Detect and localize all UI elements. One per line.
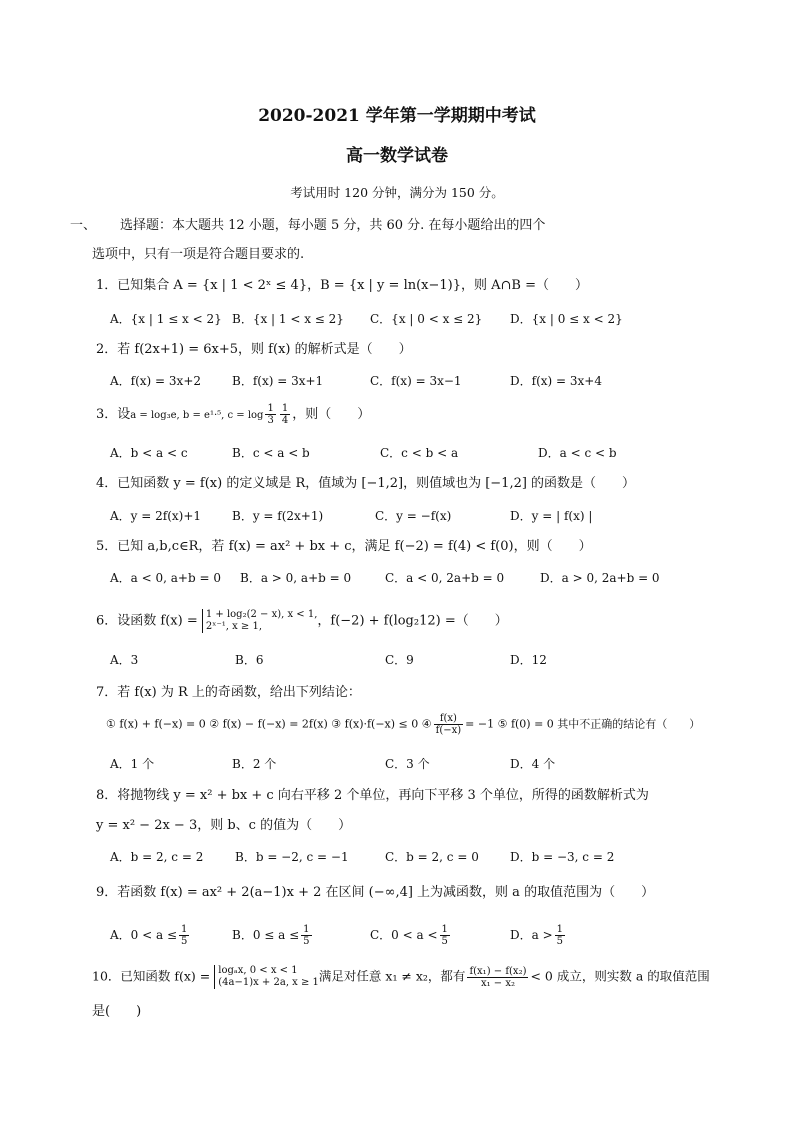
q1-option-b: B．{x | 1 < x ≤ 2}: [232, 312, 344, 326]
q3-option-a: A．b < a < c: [110, 446, 188, 460]
q4-option-c: C．y = −f(x): [375, 509, 452, 523]
q9-stem: 9．若函数 f(x) = ax² + 2(a−1)x + 2 在区间 (−∞,4] 上为减函数，则 a 的取值范围为（ ）: [96, 885, 655, 900]
q6-piecewise: 1 + log₂(2 − x), x < 1, 2ˣ⁻¹, x ≥ 1,: [202, 609, 318, 633]
q5-option-d: D．a > 0, 2a+b = 0: [540, 571, 660, 585]
q8-option-b: B．b = −2, c = −1: [235, 850, 349, 864]
q10-piecewise: logₐx, 0 < x < 1 (4a−1)x + 2a, x ≥ 1: [214, 965, 319, 989]
q3-option-d: D．a < c < b: [538, 446, 617, 460]
q3-suffix: ，则（ ）: [292, 407, 371, 422]
section-number: 一、: [70, 218, 97, 233]
q3-prefix: 3．设: [96, 407, 131, 422]
q2-option-d: D．f(x) = 3x+4: [510, 374, 602, 388]
q2-option-a: A．f(x) = 3x+2: [110, 374, 202, 388]
q4-stem: 4．已知函数 y = f(x) 的定义域是 R，值域为 [−1,2]，则值域也为 [−1,2] 的函数是（ ）: [96, 476, 636, 491]
q6-prefix: 6．设函数 f(x) =: [96, 613, 198, 629]
q9-option-a: A．0 < a ≤ $\frac{1}{5}$: [110, 924, 188, 947]
section-line-2: 选项中，只有一项是符合题目要求的.: [92, 247, 305, 262]
q6-option-a: A．3: [110, 653, 139, 667]
q7-option-d: D．4 个: [510, 757, 556, 771]
q7-option-b: B．2 个: [232, 757, 277, 771]
q8-option-d: D．b = −3, c = 2: [510, 850, 615, 864]
q9-option-b: B．0 ≤ a ≤ $\frac{1}{5}$: [232, 924, 310, 947]
q7-conclusions: ① f(x) + f(−x) = 0 ② f(x) − f(−x) = 2f(x) ③ f(x)·f(−x) ≤ 0 ④ $\frac{f(x)}{f(-x)}$ = −1 ⑤ f(0) = 0 其中不正确的结论有（ ）: [106, 713, 701, 736]
q7-option-c: C．3 个: [385, 757, 430, 771]
q8-option-a: A．b = 2, c = 2: [110, 850, 204, 864]
q2-option-c: C．f(x) = 3x−1: [370, 374, 462, 388]
q9-option-d: D．a > $\frac{1}{5}$: [510, 924, 564, 947]
q7-stem: 7．若 f(x) 为 R 上的奇函数，给出下列结论：: [96, 685, 361, 700]
q3-option-b: B．c < a < b: [232, 446, 310, 460]
q3-stem: [96, 403, 370, 426]
q10-line-2: 是( ): [92, 1004, 142, 1019]
q3-log-base: $\frac{1}{3}$: [267, 403, 274, 426]
q8-line-2: y = x² − 2x − 3，则 b、c 的值为（ ）: [96, 818, 352, 833]
q6-option-c: C．9: [385, 653, 414, 667]
q8-stem: 8．将抛物线 y = x² + bx + c 向右平移 2 个单位，再向下平移 3 个单位，所得的函数解析式为: [96, 788, 649, 803]
q7-fraction: $\frac{f(x)}{f(-x)}$: [435, 713, 462, 736]
q6-suffix: ，f(−2) + f(log₂12) =（ ）: [317, 613, 508, 629]
q1-option-a: A．{x | 1 ≤ x < 2}: [110, 312, 222, 326]
q10-fraction: $\frac{\text{f(x₁) − f(x₂)}}{\text{x₁ − x₂}}$: [469, 965, 527, 989]
q9-option-c: C．0 < a < $\frac{1}{5}$: [370, 924, 448, 947]
q5-option-a: A．a < 0, a+b = 0: [110, 571, 221, 585]
q1-option-d: D．{x | 0 ≤ x < 2}: [510, 312, 623, 326]
q4-option-b: B．y = f(2x+1): [232, 509, 324, 523]
q3-log-arg: $\frac{1}{4}$: [281, 403, 289, 426]
q2-option-b: B．f(x) = 3x+1: [232, 374, 324, 388]
q2-stem: 2．若 f(2x+1) = 6x+5，则 f(x) 的解析式是（ ）: [96, 342, 412, 357]
q3-math: a = log₃e, b = e¹·⁵, c = log: [130, 410, 264, 421]
exam-title: 2020-2021 学年第一学期期中考试: [258, 106, 536, 126]
q6-stem: [96, 609, 508, 633]
exam-note: 考试用时 120 分钟，满分为 150 分。: [290, 185, 504, 200]
q4-option-d: D．y = | f(x) |: [510, 509, 593, 523]
section-line-1: 选择题：本大题共 12 小题，每小题 5 分，共 60 分. 在每小题给出的四个: [120, 218, 546, 233]
q4-option-a: A．y = 2f(x)+1: [110, 509, 202, 523]
q8-option-c: C．b = 2, c = 0: [385, 850, 479, 864]
exam-subtitle: 高一数学试卷: [346, 146, 448, 166]
q10-stem: 10．已知函数 f(x) = logₐx, 0 < x < 1 (4a−1)x + 2a, x ≥ 1 满足对任意 x₁ ≠ x₂，都有 $\frac{\text{f(x₁) − f(x₂)}}{\text{x₁ − x₂}}$ < 0 成立，则实数 a 的取值范围: [92, 965, 710, 989]
q7-option-a: A．1 个: [110, 757, 155, 771]
q5-option-c: C．a < 0, 2a+b = 0: [385, 571, 505, 585]
q6-option-d: D．12: [510, 653, 547, 667]
q1-option-c: C．{x | 0 < x ≤ 2}: [370, 312, 483, 326]
q3-option-c: C．c < b < a: [380, 446, 459, 460]
q1-stem: 1．已知集合 A = {x | 1 < 2ˣ ≤ 4}，B = {x | y = ln(x−1)}，则 A∩B =（ ）: [96, 278, 588, 293]
q5-option-b: B．a > 0, a+b = 0: [240, 571, 352, 585]
q6-option-b: B．6: [235, 653, 264, 667]
q5-stem: 5．已知 a,b,c∈R，若 f(x) = ax² + bx + c，满足 f(−2) = f(4) < f(0)，则（ ）: [96, 539, 592, 554]
